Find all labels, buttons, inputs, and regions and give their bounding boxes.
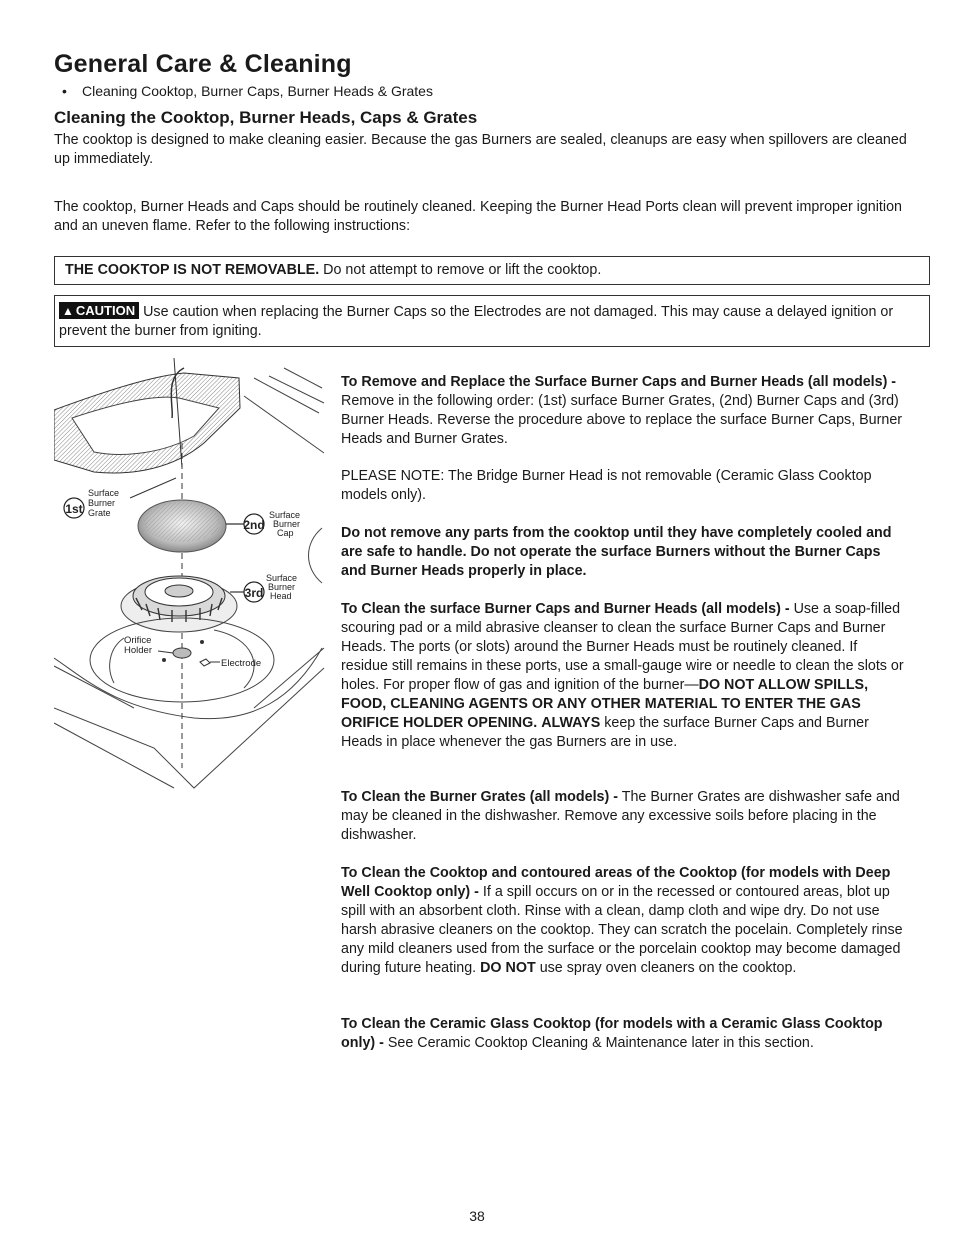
clean-cooktop-do-not: DO NOT (480, 960, 536, 976)
notice-bold: THE COOKTOP IS NOT REMOVABLE. (65, 262, 320, 278)
cooktop-well (54, 618, 324, 788)
clean-cooktop-heading: To Clean the Cooktop and contoured areas of the Cooktop (for models with Deep Well Cooktop only) - (341, 865, 891, 900)
clean-grates-body: The Burner Grates are dishwasher safe and may be cleaned in the dishwasher. Remove any excessive soils before placing in the dishwasher. (341, 789, 900, 843)
caution-box (54, 295, 930, 347)
clean-caps-paragraph (341, 600, 907, 752)
notice-box (54, 256, 930, 285)
label-3rd (230, 573, 297, 602)
head-label-3: Head (270, 591, 292, 601)
orifice-label-2: Holder (124, 645, 152, 656)
clean-ceramic-heading: To Clean the Ceramic Glass Cooktop (for models with a Ceramic Glass Cooktop only) - (341, 1016, 883, 1051)
bridge-burner-note: PLEASE NOTE: The Bridge Burner Head is not removable (Ceramic Glass Cooktop models only). (341, 468, 872, 503)
clean-caps-warning: DO NOT ALLOW SPILLS, FOOD, CLEANING AGENTS OR ANY OTHER MATERIAL TO ENTER THE GAS ORIFICE HOLDER OPENING. (341, 677, 869, 731)
clean-cooktop-body-2: use spray oven cleaners on the cooktop. (535, 960, 797, 976)
page-title: General Care & Cleaning (54, 50, 352, 78)
intro-paragraph-2: The cooktop, Burner Heads and Caps should be routinely cleaned. Keeping the Burner Head Ports clean will prevent improper ignition and an uneven flame. Refer to the following instructions: (54, 199, 902, 234)
clean-caps-body-2: keep the surface Burner Caps and Burner Heads in place whenever the gas Burners are in use. (341, 715, 869, 750)
head-step-number: 3rd (244, 586, 264, 600)
label-2nd (226, 510, 300, 538)
cap-label-3: Cap (277, 528, 294, 538)
grate-label-1: Surface (88, 488, 120, 498)
clean-cooktop-body: If a spill occurs on or in the recessed or contoured areas, blot up spill with an absorbent cloth. Rinse with a clean, damp cloth and wipe dry. Do not use harsh abrasive cleaners on the cooktop. They can scratch the pocelain. Completely rinse any mild cleaners used from the surface or the porcelain cooktop may become damaged during future heating. (341, 884, 903, 976)
burner-cap (138, 500, 226, 552)
clean-ceramic-body: See Ceramic Cooktop Cleaning & Maintenance later in this section. (383, 1035, 814, 1051)
clean-caps-body: Use a soap-filled scouring pad or a mild abrasive cleanser to clean the surface Burner Caps and Burner Heads. The ports (or slots) around the Burner Heads must be routinely cleaned. If residue still remains in these ports, use a small-gauge wire or needle to clean the slots or holes. For proper flow of gas and ignition of the burner— (341, 601, 904, 693)
caution-text (59, 302, 921, 341)
cap-step-number: 2nd (243, 518, 265, 532)
bullet-mark: • (62, 83, 67, 99)
intro-paragraph-1: The cooktop is designed to make cleaning easier. Because the gas Burners are sealed, cleanups are easy when spillovers are cleaned up immediately. (54, 132, 907, 167)
warning-triangle-icon: ▲ (62, 304, 74, 318)
topic-text: Cleaning Cooktop, Burner Caps, Burner Heads & Grates (82, 83, 433, 99)
caution-label: CAUTION (75, 303, 136, 318)
cap-label-1: Surface (269, 510, 301, 520)
clean-caps-always: ALWAYS (541, 715, 601, 731)
notice-text (65, 262, 601, 278)
burner-grate (54, 358, 324, 768)
head-label-1: Surface (266, 573, 298, 583)
orifice-label-1: Orifice (124, 635, 152, 646)
remove-body: Remove in the following order: (1st) surface Burner Grates, (2nd) Burner Caps and (3rd) Burner Heads. Reverse the procedure above to replace the surface Burner Caps, Burner Heads and Burner Grates. (341, 393, 903, 447)
clean-grates-heading: To Clean the Burner Grates (all models) - (341, 789, 618, 805)
clean-ceramic-paragraph (341, 1015, 907, 1053)
remove-replace-paragraph (341, 373, 907, 449)
cap-label-2: Burner (273, 519, 301, 529)
grate-step-number: 1st (65, 502, 83, 516)
electrode (200, 658, 261, 669)
clean-caps-heading: To Clean the surface Burner Caps and Burner Heads (all models) - (341, 601, 790, 617)
orifice-holder (124, 635, 204, 662)
clean-cooktop-paragraph (341, 864, 907, 978)
page-number: 38 (469, 1208, 485, 1224)
safety-warning-text: Do not remove any parts from the cooktop until they have completely cooled and are safe to handle. Do not operate the surface Burners without the Burner Caps and Burner Heads properly in place. (341, 525, 892, 579)
caution-body: Use caution when replacing the Burner Caps so the Electrodes are not damaged. This may cause a delayed ignition or prevent the burner from igniting. (59, 304, 894, 339)
burner-head (121, 576, 237, 632)
grate-label-3: Grate (88, 508, 111, 518)
notice-body: Do not attempt to remove or lift the cooktop. (319, 262, 602, 278)
section-heading: Cleaning the Cooktop, Burner Heads, Caps & Grates (54, 108, 478, 127)
caution-badge (59, 302, 139, 319)
safety-warning (341, 524, 907, 581)
electrode-label: Electrode (221, 658, 262, 669)
clean-grates-paragraph (341, 788, 907, 845)
remove-heading: To Remove and Replace the Surface Burner Caps and Burner Heads (all models) - (341, 374, 897, 390)
burner-assembly-illustration (54, 348, 340, 803)
grate-label-2: Burner (88, 498, 116, 508)
head-label-2: Burner (268, 582, 296, 592)
